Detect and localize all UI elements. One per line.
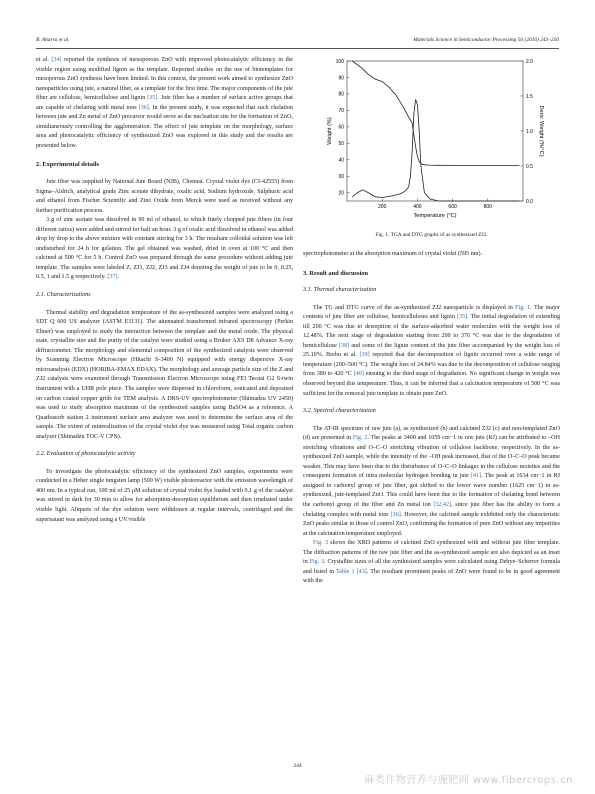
citation-link[interactable]: [41]	[470, 473, 482, 480]
section-heading-experimental: 2. Experimental details	[36, 161, 100, 169]
intro-paragraph	[36, 56, 293, 151]
y-tick-label: 100	[335, 58, 344, 65]
text-run: Thermal stability and degradation temperature of the as-synthesized samples were analyzed using a SDT Q 600 US analyzer (ASTM E1131). The attenuated transformed infrared spectroscopy (Perkin Elmer) was employed to study the interaction between the template and the metal oxide. The physical state, crystallite size and the purity of the catalyst were studied using a Bruker AXS D8 Advance X-ray diffractometer. The morphology and elemental composition of the synthesized catalysts were observed by Scanning Electron Microscope (Hitachi S-3400 N) equipped with energy dispersive X-ray microanalysis (EDX) (HORIBA-EMAX EDAX). The morphology and average particle size of the Z and ZJ2 catalysts were examined through Transmission Electron Microscope using FEI Tecnai G2 S-twin instrument with a UHR pole piece. The samples were dispersed in chloroform, sonicated and deposited on carbon coated copper grids for TEM analysis. A DRS-UV spectrophotometer (Shimadzu UV 2450) was used to study absorption maximum of the synthesized samples using BaSO4 as a reference. A Quadrasorb station 2 instrument surface area analyzer was used to determine the surface area of the sample. The extent of mineralization of the crystal violet dye was measured using Total organic carbon analyzer (Shimadzu TOC-V CPN).	[36, 309, 293, 440]
text-run: Jute fiber was supplied by National Jute Board (NJB), Chennai. Crystal violet dye (CI-42555) from Sigma–Aldrich, analytical grade Zinc acetate dihydrate, oxalic acid, Sodium hydroxide, Sulphuric acid and ethanol from Fischer Scientific and Zinc Oxide from Merck were used as received without any further purification process.	[36, 179, 293, 214]
subsection-heading-thermal: 3.1. Thermal characterization	[303, 287, 377, 294]
watermark: 麻类作物营养与施肥网 www.fibercrops.cn	[364, 775, 573, 786]
citation-link[interactable]: [34]	[51, 57, 62, 63]
text-run: reported the synthesis of mesoporous ZnO with improved photocatalytic efficiency in the visible region using modified lignin as the template. Reported studies on the use of biotemplates for mesoporous ZnO synthesis have been limited. In this context, the present work aimed to synthesize ZnO nanoparticles using jute, a natural fiber, as a template for the first time. The major components of the jute fiber are cellulose, hemicellulose and lignin	[36, 57, 293, 102]
right-column	[303, 250, 560, 587]
y2-tick-label: 1.0	[526, 128, 533, 135]
xrd-paragraph	[303, 539, 560, 587]
x-tick-label: 800	[483, 204, 492, 210]
citation-link[interactable]: [38]	[339, 342, 350, 349]
tg-curve	[352, 61, 519, 166]
text-run: To investigate the photocatalytic efficiency of the synthesized ZnO samples, experiments were conducted in a Heber single tungsten lamp (500 W) visible photoreactor with the emission wavelength of 400 nm. In a typical run, 100 ml of 25 μM solution of crystal violet dye loaded with 0.1 g of the catalyst was stirred in dark for 30 min to allow for adsorption-desorption equilibrium and then irradiated under visible light. Aliquots of the dye solution were withdrawn at regular intervals, centrifuged and the supernatant was analyzed using a UV/visible	[36, 468, 293, 523]
citation-link[interactable]: Fig. 2	[352, 435, 368, 442]
plot-frame	[347, 61, 523, 201]
text-run: ensuing to the third stage of degradation. No significant change in weight was observed beyond this temperature. Thus, it can be inferred that a calcination temperature of 500 °C was sufficient for the removal jute template to obtain pure ZnO.	[303, 371, 560, 397]
left-column	[36, 56, 293, 525]
x-tick-label: 600	[448, 204, 457, 210]
synthesis-paragraph	[36, 216, 293, 283]
citation-link[interactable]: [35]	[456, 314, 468, 321]
citation-link[interactable]: [40]	[353, 371, 364, 378]
text-run: . The peaks at 3400 and 1059 cm−1 in raw jute (RJ) can be attributed to –OH stretching vibrations and O–C–O stretching vibration of cellulose backbone, respectively. In the as-synthesized ZnO sample, while the intensity of the –OH peak increased, that of the O–C–O peak became weaker. This may have been due to the disturbance of O–C–O linkages in the cellulose moieties and the consequent formation of intra molecular hydrogen bonding in jute	[303, 435, 560, 480]
materials-paragraph	[36, 178, 293, 216]
text-run: shows the XRD patterns of calcined ZnO synthesized with and without jute fiber template. The diffraction patterns of the raw jute fiber and the as-synthesized sample are also depicted as an inset in	[303, 540, 560, 566]
text-run: et al.	[36, 57, 52, 63]
page-number: 244	[293, 763, 302, 769]
citation-link[interactable]: [36]	[138, 104, 149, 111]
text-run: . The major contents of jute fiber are cellulose, hemicelluloses and lignin	[303, 304, 560, 321]
text-run: The TG and DTG curve of the as-synthesized ZJ2 nanoparticle is displayed in	[313, 304, 516, 311]
tga-dtg-chart	[303, 55, 560, 233]
y-tick-label: 70	[338, 108, 344, 115]
spectro-paragraph	[303, 250, 560, 260]
citation-link[interactable]: [32,42]	[433, 502, 452, 509]
text-run: . The initial degradation of extending till 200 °C was due to desorption of the surface-adsorbed water molecules with the weight loss of 12.48%. The next stage of degradation starting from 200 to 370 °C was due to the degradation of hemicellulose	[303, 314, 560, 349]
header-journal: Materials Science in Semiconductor Processing 56 (2016) 243–250	[413, 37, 559, 43]
citation-link[interactable]: [43]	[356, 568, 367, 575]
y2-tick-label: 2.0	[526, 58, 533, 65]
figure-caption: Fig. 1. TGA and DTG graphs of as synthesized ZJ2.	[375, 232, 488, 238]
text-run: . Jute fiber has a number of surface active groups that are capable of chelating with metal ions	[36, 95, 293, 111]
text-run: .	[117, 274, 120, 281]
y-tick-label: 50	[338, 141, 344, 148]
citation-link[interactable]: [37]	[107, 274, 118, 281]
photocatalytic-paragraph	[36, 468, 293, 525]
text-run: reported that the decomposition of lignin occurred over a wide range of temperature (200–500 °C). The weight loss of 24.84% was due to the decomposition of cellulose ranging from 380 to 420 °C	[303, 352, 560, 378]
subsection-heading-characterizations: 2.1. Characterizations	[36, 292, 91, 299]
text-run: . In the present study, it was expected that such chelation between jute and Zn metal of ZnO precursor would serve as the nucleation site for the formation of ZnO, simultaneously controlling the agglomeration. The effect of jute template on the morphology, surface area and photocatalytic efficiency of synthesized ZnO was explored in this study and the results are presented below.	[36, 104, 293, 149]
y-tick-label: 60	[338, 124, 344, 131]
text-run: . The peak at 1634 cm−1 in RJ assigned to carbonyl group of jute fiber, got shifted to the lower wave number (1625 cm−1) in as-synthesized, jute-templated ZnO. This could have been due to the formation of chelating bond between the carbonyl group of the fiber and Zn metal ion	[303, 473, 560, 509]
y2-tick-label: 0.0	[526, 198, 533, 205]
text-run: , since jute fiber has the ability to form a chelating complex with metal ions	[303, 502, 560, 518]
subsection-heading-photocatalytic: 2.2. Evaluation of photocatalytic activity	[36, 451, 136, 458]
y-axis-label: Weight (%)	[327, 117, 333, 145]
citation-link[interactable]: [39]	[359, 352, 370, 359]
text-run: The AT-IR spectrum of raw jute (a), as synthesized (b) and calcined ZJ2 (c) and non-templated ZnO (d) are presented in	[303, 425, 560, 442]
citation-link[interactable]: [35]	[147, 95, 158, 102]
figure-1	[303, 55, 560, 237]
characterization-paragraph	[36, 309, 293, 443]
y2-tick-label: 0.5	[526, 163, 533, 170]
citation-link[interactable]: [36]	[390, 511, 401, 518]
text-run: . However, the calcined sample exhibited only the characteristic ZnO peaks similar to those of control ZnO, confirming the formation of pure ZnO without any impurities at the calcination temperature employed.	[303, 511, 560, 537]
citation-link[interactable]: Fig. 3	[313, 540, 328, 547]
y-tick-label: 20	[338, 190, 344, 197]
text-run: 3 g of zinc acetate was dissolved in 90 ml of ethanol, to which finely chopped jute fibers (in four different ratios) were added and stirred for half an hour. 3 g of oxalic acid dissolved in ethanol was added drop by drop to the above mixture with constant stirring for 3 h. The resultant colloidal solution was left undisturbed for 24 h for gelation. The gel obtained was washed, dried in oven at 100 °C and then calcined at 500 °C for 5 h. Control ZnO was prepared through the same procedure without adding jute template. The samples were labeled Z, ZJ1, ZJ2, ZJ3 and ZJ4 denoting the weight of jute to be 0, 0.25, 0.5, 1 and 1.5 g respectively.	[36, 217, 293, 281]
citation-link[interactable]: Fig. 1	[515, 304, 531, 311]
y-tick-label: 40	[338, 157, 344, 164]
y-tick-label: 90	[338, 75, 344, 82]
dtg-curve	[352, 100, 519, 202]
x-tick-label: 200	[378, 204, 387, 210]
text-run: . Crystallite sizes of all the synthesized samples were calculated using Debye–Scherrer formula and listed in	[303, 559, 560, 575]
x-tick-label: 400	[413, 204, 422, 210]
y-tick-label: 80	[338, 91, 344, 98]
subsection-heading-spectral: 3.2. Spectral characterization	[303, 408, 376, 415]
text-run: spectrophotometer at the absorption maximum of crystal violet (595 nm).	[303, 251, 483, 257]
x-axis-label: Temperature (°C)	[413, 213, 457, 219]
text-run: . The resultant prominent peaks of ZnO were found to be in good agreement with the	[303, 568, 560, 585]
header-authors: B. Aharra et al.	[36, 37, 70, 43]
text-run: and some of the lignin content of the jute fiber accompanied by the weight loss of 25.10%. Brebu et al.	[303, 342, 560, 359]
header-rule	[36, 48, 559, 49]
spectral-paragraph	[303, 425, 560, 540]
y2-tick-label: 1.5	[526, 93, 533, 100]
section-heading-results: 3. Result and discussion	[303, 269, 368, 277]
y-tick-label: 30	[338, 174, 344, 181]
citation-link[interactable]: Table 1	[335, 568, 355, 575]
citation-link[interactable]: Fig. 3	[309, 559, 325, 566]
y2-axis-label: Deriv. Weight (%/°C)	[538, 105, 544, 157]
thermal-paragraph	[303, 304, 560, 399]
